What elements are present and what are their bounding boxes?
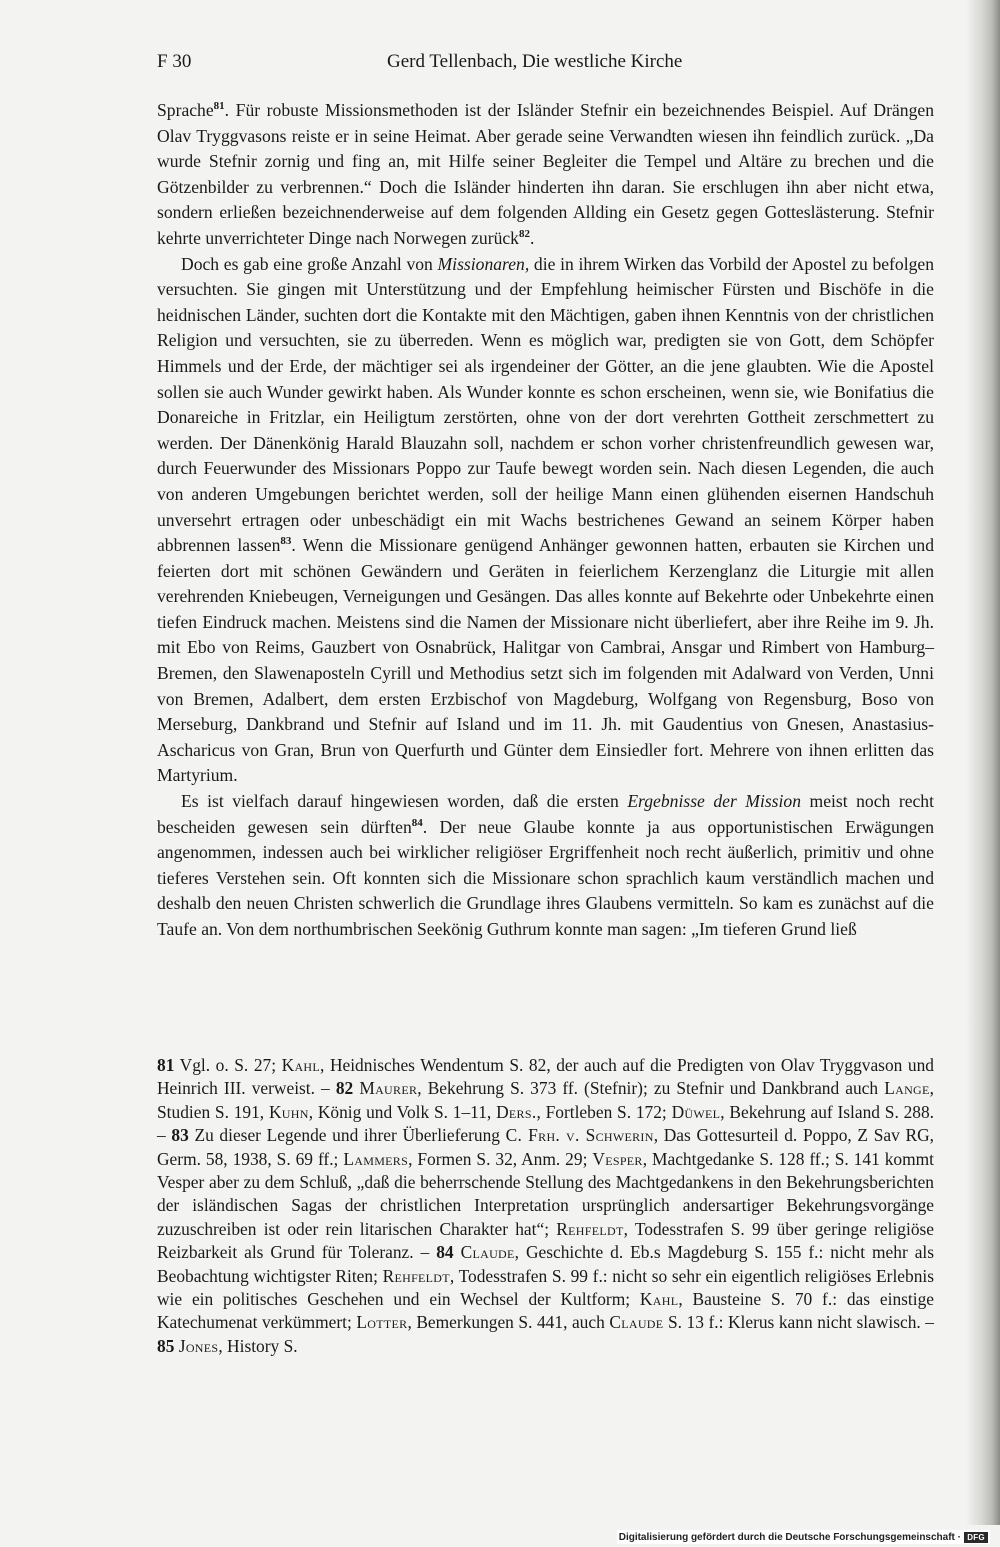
footnote-ref-83: 83 <box>280 535 292 548</box>
text-run: , König und Volk S. 1–11, <box>308 1101 497 1122</box>
dfg-logo-icon: DFG <box>964 1532 988 1543</box>
page-folio: F 30 <box>157 51 192 72</box>
text-run: . Der neue Glaube konnte ja aus opportunistischen Erwägungen angenommen, indessen auch bei wirklicher religiöser Ergriffenheit noch recht äußerlich, primitiv und ohne tieferes Verstehen sein. Oft konnten sich die Missionare schon sprachlich kaum verständlich machen und deshalb den neuen Christen schwerlich die Grundlage ihres Glaubens vermitteln. So kam es zunächst auf die Taufe an. Von dem northumbrischen Seekönig Guthrum konnte man sagen: „Im tieferen Grund ließ <box>157 816 934 939</box>
text-run: , Machtgedanke S. 128 ff.; S. 141 kommt Vesper aber zu dem Schluß, „daß die beherrschende Stellung des Machtgedankens in den Bekehrungsberichten der isländischen Sagas der christlichen Interpretation ursprünglich andersartiger Bekehrungsvorgänge zuzuschreiben ist oder rein litarischen Charakter hat“; <box>157 1148 934 1239</box>
text-run: meist noch recht bescheiden gewesen sein dürften <box>157 791 934 837</box>
author-name: Ders. <box>496 1101 537 1122</box>
author-name: Kahl <box>639 1289 679 1310</box>
text-run: . <box>529 227 535 248</box>
text-run: Doch es gab eine große Anzahl von <box>181 253 438 274</box>
text-run: , Formen S. 32, Anm. 29; <box>408 1148 593 1169</box>
credit-text: Digitalisierung gefördert durch die Deutsche Forschungsgemeinschaft · <box>618 1531 961 1543</box>
author-name: Maurer <box>359 1078 418 1099</box>
text-run: , Todesstrafen S. 99 f.: nicht so sehr ein eigentlich religiöses Erlebnis wie ein politisches Geschehen und ein Wechsel der Kultform; <box>157 1265 934 1310</box>
text-run: , Heidnisches Wendentum S. 82, der auch auf die Predigten von Olav Tryggvason und Heinrich III. verweist. – <box>157 1055 934 1099</box>
text-run: , Das Gottesurteil d. Poppo, Z Sav RG, Germ. 58, 1938, S. 69 ff.; <box>157 1125 934 1169</box>
page-header <box>157 51 937 81</box>
text-run: , Geschichte d. Eb.s Magdeburg S. 155 f.: nicht mehr als Beobachtung wichtigster Riten; <box>157 1242 935 1286</box>
text-run: . Für robuste Missionsmethoden ist der Isländer Stefnir ein bezeichnendes Beispiel. Auf Drängen Olav Tryggvasons reiste er in seine Heimat. Aber gerade seine Verwandten wiesen ihn feindlich zurück. „Da wurde Stefnir zornig und fing an, mit Hilfe seiner Begleiter die Tempel und Altäre zu brechen und die Götzenbilder zu verbrennen.“ Doch die Isländer hinderten ihn daran. Sie erschlugen ihn aber nicht etwa, sondern erließen bezeichnenderweise auf dem folgenden Allding ein Gesetz gegen Gotteslästerung. Stefnir kehrte unverrichteter Dinge nach Norwegen zurück <box>157 100 934 248</box>
text-run: Zu dieser Legende und ihrer Überlieferung <box>188 1125 506 1146</box>
footnote-ref-81: 81 <box>213 100 225 112</box>
italic-term: Ergebnisse der Mission <box>627 791 802 812</box>
footnote-number: 85 <box>157 1335 175 1356</box>
italic-term: Missionaren, <box>437 253 530 274</box>
main-text <box>157 98 934 943</box>
paragraph-2 <box>157 252 934 789</box>
running-title: Gerd Tellenbach, Die westliche Kirche <box>387 51 683 72</box>
author-name: C. Frh. v. Schwerin <box>505 1125 654 1146</box>
footnote-number: 81 <box>157 1055 175 1075</box>
text-run: , Fortleben S. 172; <box>536 1101 672 1122</box>
text-run <box>454 1242 461 1262</box>
text-run: , Bemerkungen S. 441, auch <box>407 1312 610 1333</box>
author-name: Rehfeldt <box>382 1265 450 1286</box>
author-name: Rehfeldt <box>556 1218 624 1239</box>
page-edge-shadow <box>966 0 1000 1525</box>
text-run: die in ihrem Wirken das Vorbild der Apostel zu befolgen versuchten. Sie gingen mit Unterstützung und der Empfehlung heimischer Fürsten und Bischöfe in die heidnischen Länder, suchten dort die Kontakte mit den Mächtigen, gaben ihnen Kenntnis von der christlichen Religion und versuchten, sie zu überreden. Wenn es möglich war, predigten sie von Gott, dem Schöpfer Himmels und der Erde, der mächtiger sei als irgendeiner der Götter, an die jene glaubten. Wie die Apostel sollen sie auch Wunder gewirkt haben. Als Wunder konnte es schon erscheinen, wenn sie, wie Bonifatius die Donareiche in Fritzlar, ein Heiligtum zerstörten, ohne von der dort verehrten Gottheit zerschmettert zu werden. Der Dänenkönig Harald Blauzahn soll, nachdem er schon vorher christenfreundlich gewesen war, durch Feuerwunder des Missionars Poppo zur Taufe bewegt worden sein. Nach diesen Legenden, die auch von anderen Umgebungen berichtet werden, soll der heilige Mann einen glühenden eisernen Handschuh unversehrt ertragen oder unbeschädigt ein mit Wachs bestrichenes Gewand an seinem Körper haben abbrennen lassen <box>157 253 934 556</box>
footnote-number: 84 <box>436 1242 454 1263</box>
author-name: Kahl <box>281 1055 321 1075</box>
text-run: , Bausteine S. 70 f.: das einstige Katechumenat verkümmert; <box>157 1289 934 1333</box>
author-name: Claude <box>609 1312 664 1333</box>
author-name: Lotter <box>356 1312 408 1333</box>
footnotes <box>157 1054 934 1358</box>
author-name: Vesper <box>592 1148 643 1169</box>
digitization-credit <box>617 1530 990 1544</box>
author-name: Lammers <box>343 1148 409 1169</box>
footnote-ref-84: 84 <box>411 816 423 829</box>
text-run: Sprache <box>157 100 214 120</box>
text-run: , Todesstrafen S. 99 über geringe religiöse Reizbarkeit als Grund für Toleranz. – <box>157 1218 934 1263</box>
text-run: Vgl. o. S. 27; <box>174 1055 282 1075</box>
text-run: , History S. <box>218 1335 298 1356</box>
footnote-number: 82 <box>335 1078 354 1099</box>
author-name: Lange <box>884 1078 930 1099</box>
text-run: , Bekehrung S. 373 ff. (Stefnir); zu Stefnir und Dankbrand auch <box>417 1078 885 1099</box>
text-run: . Wenn die Missionare genügend Anhänger gewonnen hatten, erbauten sie Kirchen und feierten dort mit schönen Gewändern und Geräten in feierlichem Kerzenglanz die Liturgie mit allen verehrenden Kniebeugen, Verneigungen und Gesängen. Das alles konnte auf Bekehrte oder Unbekehrte einen tiefen Eindruck machen. Meistens sind die Namen der Missionare nicht überliefert, aber ihre Reihe im 9. Jh. mit Ebo von Reims, Gauzbert von Osnabrück, Halitgar von Cambrai, Ansgar und Rimbert von Hamburg–Bremen, den Slawenaposteln Cyrill und Methodius setzt sich im folgenden mit Adalward von Verden, Unni von Bremen, Adalbert, dem ersten Erzbischof von Magdeburg, Wolfgang von Regensburg, Boso von Merseburg, Dankbrand und Stefnir auf Island und im 11. Jh. mit Gaudentius von Gnesen, Anastasius-Ascharicus von Gran, Brun von Querfurth und Günter dem Einsiedler fort. Mehrere von ihnen erlitten das Martyrium. <box>157 535 934 786</box>
author-name: Claude <box>460 1242 515 1263</box>
author-name: Kuhn <box>268 1101 309 1122</box>
text-run: , Bekehrung auf Island S. 288. – <box>157 1101 935 1146</box>
footnote-number: 83 <box>171 1125 189 1146</box>
author-name: Jones <box>178 1335 219 1356</box>
author-name: Düwel <box>671 1101 721 1122</box>
text-run: , Studien S. 191, <box>157 1078 934 1122</box>
paragraph-1 <box>157 98 934 252</box>
text-run: S. 13 f.: Klerus kann nicht slawisch. – <box>663 1312 935 1333</box>
footnote-block <box>157 1054 934 1358</box>
text-run: Es ist vielfach darauf hingewiesen worden, daß die ersten <box>181 791 628 812</box>
paragraph-3 <box>157 789 934 943</box>
footnote-ref-82: 82 <box>518 227 530 240</box>
